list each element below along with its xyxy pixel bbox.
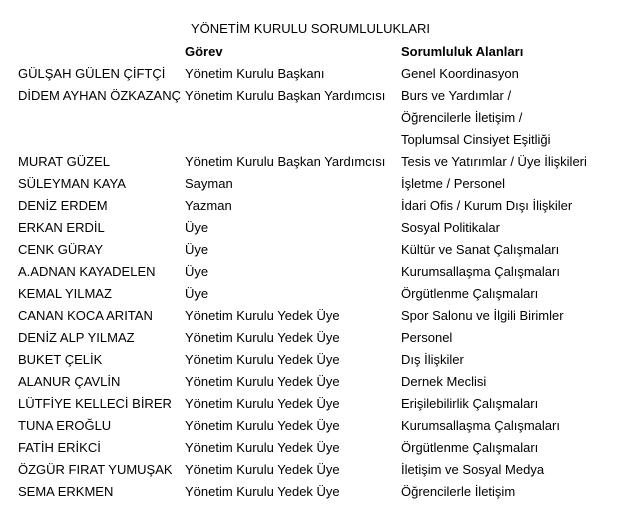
- member-name: A.ADNAN KAYADELEN: [18, 264, 156, 279]
- member-role: Yönetim Kurulu Yedek Üye: [185, 308, 340, 323]
- member-role: Üye: [185, 264, 209, 279]
- member-name: SEMA ERKMEN: [18, 484, 114, 499]
- table-row: [0, 349, 621, 371]
- member-role: Yazman: [185, 198, 232, 213]
- member-role: Yönetim Kurulu Yedek Üye: [185, 462, 340, 477]
- member-role: Yönetim Kurulu Başkan Yardımcısı: [185, 154, 386, 169]
- member-area: Öğrencilerle İletişim /: [401, 110, 523, 125]
- member-name: TUNA EROĞLU: [18, 418, 112, 433]
- member-role: Yönetim Kurulu Yedek Üye: [185, 330, 340, 345]
- member-role: Sayman: [185, 176, 233, 191]
- responsibilities-table: [0, 41, 621, 503]
- member-name: GÜLŞAH GÜLEN ÇİFTÇİ: [18, 66, 166, 81]
- member-area: Kültür ve Sanat Çalışmaları: [401, 242, 560, 257]
- member-role: Üye: [185, 220, 209, 235]
- member-area: Dernek Meclisi: [401, 374, 487, 389]
- table-row: [0, 481, 621, 503]
- member-area: Genel Koordinasyon: [401, 66, 519, 81]
- table-row: [0, 261, 621, 283]
- member-area: Erişilebilirlik Çalışmaları: [401, 396, 539, 411]
- table-row: [0, 415, 621, 437]
- table-row: [0, 437, 621, 459]
- member-role: Yönetim Kurulu Yedek Üye: [185, 418, 340, 433]
- table-row: [0, 173, 621, 195]
- member-name: DENİZ ERDEM: [18, 198, 108, 213]
- member-name: MURAT GÜZEL: [18, 154, 110, 169]
- member-area: Tesis ve Yatırımlar / Üye İlişkileri: [401, 154, 587, 169]
- header-area: Sorumluluk Alanları: [401, 44, 524, 59]
- member-role: Yönetim Kurulu Yedek Üye: [185, 440, 340, 455]
- member-role: Yönetim Kurulu Yedek Üye: [185, 352, 340, 367]
- member-role: Yönetim Kurulu Yedek Üye: [185, 484, 340, 499]
- table-row: [0, 327, 621, 349]
- member-name: CANAN KOCA ARITAN: [18, 308, 153, 323]
- table-row: [0, 85, 621, 151]
- table-row: [0, 459, 621, 481]
- member-name: LÜTFİYE KELLECİ BİRER: [18, 396, 172, 411]
- header-role: Görev: [185, 44, 223, 59]
- table-row: [0, 393, 621, 415]
- member-role: Üye: [185, 242, 209, 257]
- member-name: CENK GÜRAY: [18, 242, 103, 257]
- member-area: Kurumsallaşma Çalışmaları: [401, 264, 560, 279]
- member-name: DİDEM AYHAN ÖZKAZANÇ: [18, 88, 182, 103]
- member-area: Spor Salonu ve İlgili Birimler: [401, 308, 564, 323]
- member-area: Toplumsal Cinsiyet Eşitliği: [401, 132, 551, 147]
- member-area: Öğrencilerle İletişim: [401, 484, 516, 499]
- member-role: Yönetim Kurulu Başkan Yardımcısı: [185, 88, 386, 103]
- member-name: KEMAL YILMAZ: [18, 286, 112, 301]
- member-area: İletişim ve Sosyal Medya: [401, 462, 545, 477]
- member-role: Yönetim Kurulu Yedek Üye: [185, 374, 340, 389]
- member-role: Yönetim Kurulu Başkanı: [185, 66, 325, 81]
- member-name: SÜLEYMAN KAYA: [18, 176, 126, 191]
- member-name: ÖZGÜR FIRAT YUMUŞAK: [18, 462, 173, 477]
- member-area: İdari Ofis / Kurum Dışı İlişkiler: [401, 198, 573, 213]
- table-row: [0, 151, 621, 173]
- table-row: [0, 305, 621, 327]
- table-row: [0, 195, 621, 217]
- member-role: Yönetim Kurulu Yedek Üye: [185, 396, 340, 411]
- member-area: Örgütlenme Çalışmaları: [401, 286, 539, 301]
- member-name: DENİZ ALP YILMAZ: [18, 330, 135, 345]
- member-area: Personel: [401, 330, 453, 345]
- member-name: FATİH ERİKCİ: [18, 440, 101, 455]
- table-row: [0, 283, 621, 305]
- member-name: ALANUR ÇAVLİN: [18, 374, 121, 389]
- member-role: Üye: [185, 286, 209, 301]
- member-area: Sosyal Politikalar: [401, 220, 500, 235]
- table-row: [0, 217, 621, 239]
- member-name: ERKAN ERDİL: [18, 220, 105, 235]
- table-header-row: [0, 41, 621, 63]
- member-name: BUKET ÇELİK: [18, 352, 103, 367]
- member-area: Burs ve Yardımlar /: [401, 88, 512, 103]
- table-row: [0, 63, 621, 85]
- page-title: YÖNETİM KURULU SORUMLULUKLARI: [190, 21, 431, 36]
- member-area: İşletme / Personel: [401, 176, 506, 191]
- member-area: Dış İlişkiler: [401, 352, 464, 367]
- member-area: Kurumsallaşma Çalışmaları: [401, 418, 560, 433]
- table-row: [0, 239, 621, 261]
- member-area: Örgütlenme Çalışmaları: [401, 440, 539, 455]
- table-row: [0, 371, 621, 393]
